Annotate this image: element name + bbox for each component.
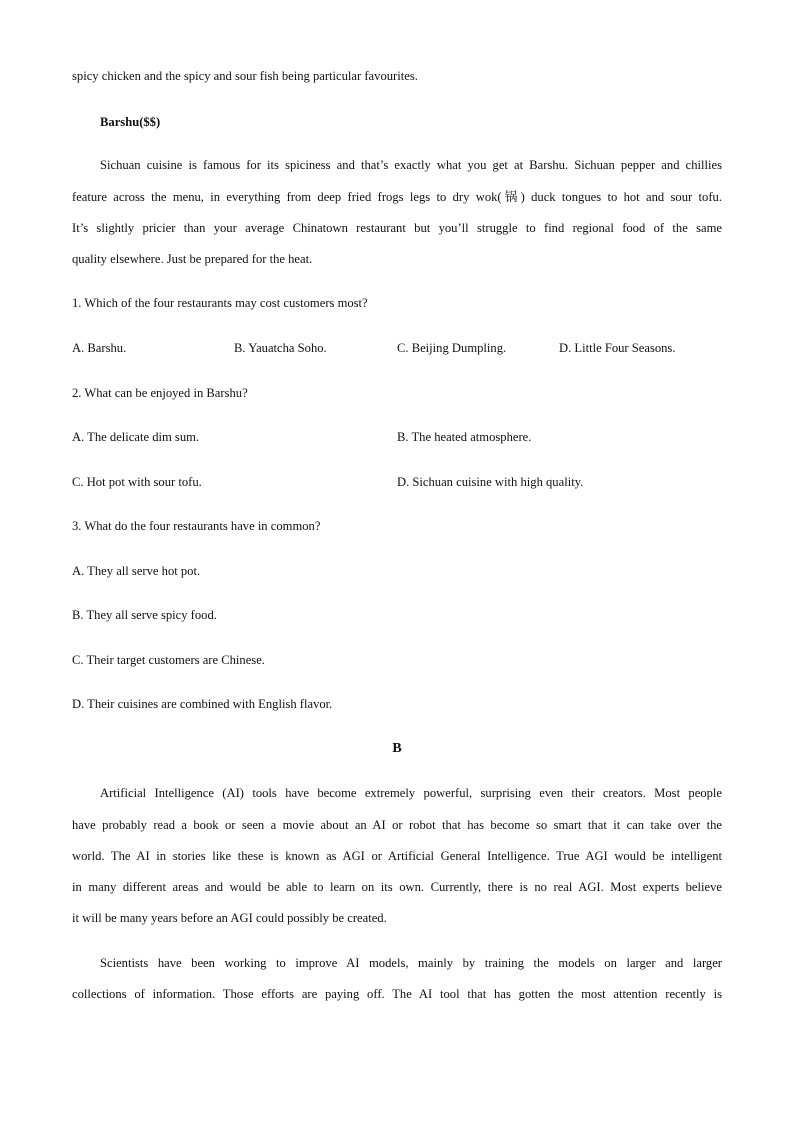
option-2b: B. The heated atmosphere. [397,430,532,444]
passage-line: Sichuan cuisine is famous for its spiciness and that’s exactly what you get at Barshu. Sichuan pepper and chillies [100,158,722,172]
passage-line: collections of information. Those efforts are paying off. The AI tool that has gotten the most attention recently is [72,987,722,1001]
option-3b: B. They all serve spicy food. [72,608,217,622]
passage-line: have probably read a book or seen a movie about an AI or robot that has become so smart that it can take over the [72,818,722,832]
option-3a: A. They all serve hot pot. [72,564,201,578]
passage-line: world. The AI in stories like these is known as AGI or Artificial General Intelligence. True AGI would be intelligent [72,849,722,863]
passage-line: Artificial Intelligence (AI) tools have become extremely powerful, surprising even their creators. Most people [100,786,722,800]
passage-line: feature across the menu, in everything from deep fried frogs legs to dry wok(锅) duck tongues to hot and sour tofu. [72,190,722,204]
passage-line: quality elsewhere. Just be prepared for the heat. [72,252,313,266]
question-stem-2: 2. What can be enjoyed in Barshu? [72,386,248,400]
option-3c: C. Their target customers are Chinese. [72,653,265,667]
passage-line: in many different areas and would be able to learn on its own. Currently, there is no real AGI. Most experts believe [72,880,722,894]
option-1d: D. Little Four Seasons. [559,341,676,355]
section-heading-b: B [392,741,402,756]
passage-line: spicy chicken and the spicy and sour fish being particular favourites. [72,69,418,83]
passage-line: It’s slightly pricier than your average Chinatown restaurant but you’ll struggle to find regional food of the same [72,221,722,235]
question-stem-3: 3. What do the four restaurants have in common? [72,519,321,533]
option-2d: D. Sichuan cuisine with high quality. [397,475,584,489]
option-1b: B. Yauatcha Soho. [234,341,327,355]
question-stem-1: 1. Which of the four restaurants may cost customers most? [72,296,368,310]
restaurant-heading-barshu: Barshu($$) [100,115,161,129]
passage-line: Scientists have been working to improve AI models, mainly by training the models on larger and larger [100,956,722,970]
option-3d: D. Their cuisines are combined with English flavor. [72,697,333,711]
passage-line: it will be many years before an AGI could possibly be created. [72,911,387,925]
option-2a: A. The delicate dim sum. [72,430,200,444]
option-2c: C. Hot pot with sour tofu. [72,475,202,489]
option-1a: A. Barshu. [72,341,127,355]
option-1c: C. Beijing Dumpling. [397,341,507,355]
